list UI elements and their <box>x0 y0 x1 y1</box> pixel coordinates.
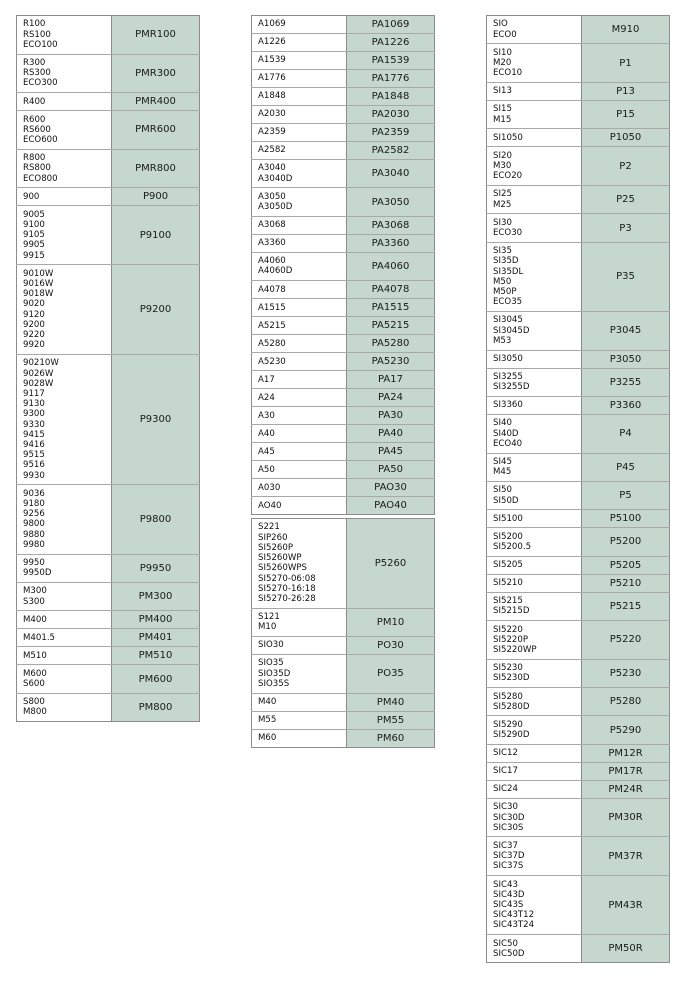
model-cell: SI40 SI40D ECO40 <box>487 414 582 453</box>
part-number-cell: PM37R <box>582 837 670 876</box>
table-row <box>487 510 670 528</box>
part-number-cell: PM510 <box>112 647 200 665</box>
table-row <box>252 519 435 609</box>
part-number-cell: PO30 <box>347 636 435 654</box>
table-row <box>252 443 435 461</box>
table-row <box>252 335 435 353</box>
table-row <box>17 111 200 150</box>
part-number-cell: P3255 <box>582 368 670 396</box>
part-number-cell: PM800 <box>112 693 200 721</box>
table-row <box>487 762 670 780</box>
model-cell: A1776 <box>252 70 347 88</box>
model-cell: SI45 M45 <box>487 453 582 481</box>
model-cell: SIC43 SIC43D SIC43S SIC43T12 SIC43T24 <box>487 876 582 935</box>
model-cell: M400 <box>17 611 112 629</box>
part-number-cell: PAO30 <box>347 479 435 497</box>
model-cell: R100 RS100 ECO100 <box>17 16 112 55</box>
table-row <box>17 188 200 206</box>
table-row <box>252 16 435 34</box>
part-number-cell: PMR600 <box>112 111 200 150</box>
part-number-cell: PA1848 <box>347 88 435 106</box>
table-row <box>487 621 670 660</box>
table-row <box>252 188 435 216</box>
part-number-cell: PM17R <box>582 762 670 780</box>
table-row <box>487 368 670 396</box>
part-number-cell: PA17 <box>347 371 435 389</box>
model-cell: SI5100 <box>487 510 582 528</box>
part-number-cell: PA24 <box>347 389 435 407</box>
model-cell: R300 RS300 ECO300 <box>17 54 112 93</box>
table-row <box>252 636 435 654</box>
table-row <box>17 149 200 188</box>
table-row <box>487 481 670 509</box>
table-row <box>487 574 670 592</box>
part-number-cell: P5220 <box>582 621 670 660</box>
model-cell: A3040 A3040D <box>252 160 347 188</box>
table-row <box>487 716 670 744</box>
table-row <box>17 54 200 93</box>
model-cell: A3068 <box>252 216 347 234</box>
part-number-cell: PA45 <box>347 443 435 461</box>
part-number-cell: P3360 <box>582 396 670 414</box>
part-number-cell: P15 <box>582 100 670 128</box>
table-row <box>252 389 435 407</box>
part-number-cell: P5210 <box>582 574 670 592</box>
table-row <box>252 479 435 497</box>
table-row <box>487 780 670 798</box>
part-number-cell: P5200 <box>582 528 670 556</box>
part-number-cell: P5280 <box>582 688 670 716</box>
model-cell: A1848 <box>252 88 347 106</box>
table-row <box>487 350 670 368</box>
part-number-cell: P13 <box>582 82 670 100</box>
table-row <box>17 611 200 629</box>
model-cell: SI25 M25 <box>487 185 582 213</box>
table-row <box>252 142 435 160</box>
table-row <box>17 647 200 665</box>
part-number-cell: P5 <box>582 481 670 509</box>
model-cell: M600 S600 <box>17 665 112 693</box>
part-number-cell: PA3360 <box>347 234 435 252</box>
part-number-cell: PM600 <box>112 665 200 693</box>
model-cell: SI5230 SI5230D <box>487 659 582 687</box>
model-cell: A2582 <box>252 142 347 160</box>
model-cell: SI5210 <box>487 574 582 592</box>
model-cell: M55 <box>252 711 347 729</box>
table-row <box>252 407 435 425</box>
model-cell: A3360 <box>252 234 347 252</box>
part-number-cell: P3 <box>582 214 670 242</box>
part-number-cell: PMR300 <box>112 54 200 93</box>
table-row <box>487 242 670 311</box>
table-row <box>487 592 670 620</box>
table-row <box>487 185 670 213</box>
part-number-cell: PM10 <box>347 608 435 636</box>
part-number-cell: P5230 <box>582 659 670 687</box>
model-cell: A4078 <box>252 281 347 299</box>
part-number-cell: PA1069 <box>347 16 435 34</box>
table-row <box>487 528 670 556</box>
table-row <box>487 414 670 453</box>
model-cell: SI3255 SI3255D <box>487 368 582 396</box>
part-number-cell: PA50 <box>347 461 435 479</box>
part-number-cell: P3045 <box>582 311 670 350</box>
part-number-cell: PM400 <box>112 611 200 629</box>
part-number-cell: PAO40 <box>347 497 435 515</box>
table-row <box>252 88 435 106</box>
model-cell: 9005 9100 9105 9905 9915 <box>17 206 112 265</box>
table-row <box>487 744 670 762</box>
table-row <box>487 147 670 186</box>
part-number-cell: P45 <box>582 453 670 481</box>
model-cell: SI20 M30 ECO20 <box>487 147 582 186</box>
model-cell: SI3050 <box>487 350 582 368</box>
part-number-cell: P4 <box>582 414 670 453</box>
model-cell: AO40 <box>252 497 347 515</box>
part-number-cell: P35 <box>582 242 670 311</box>
table-row <box>17 582 200 610</box>
model-cell: SIO ECO0 <box>487 16 582 44</box>
table-row <box>17 265 200 355</box>
model-cell: A1539 <box>252 52 347 70</box>
model-cell: SI50 SI50D <box>487 481 582 509</box>
model-cell: 900 <box>17 188 112 206</box>
part-number-cell: P1 <box>582 44 670 83</box>
model-cell: SI5215 SI5215D <box>487 592 582 620</box>
table-row <box>252 34 435 52</box>
table-row <box>487 82 670 100</box>
part-number-cell: P9200 <box>112 265 200 355</box>
table-row <box>487 16 670 44</box>
model-cell: A17 <box>252 371 347 389</box>
table-row <box>17 354 200 484</box>
model-cell: SI5280 SI5280D <box>487 688 582 716</box>
model-cell: SI5220 SI5220P SI5220WP <box>487 621 582 660</box>
table-row <box>487 129 670 147</box>
part-number-cell: P3050 <box>582 350 670 368</box>
cross-reference-table-1 <box>16 15 200 722</box>
model-cell: A3050 A3050D <box>252 188 347 216</box>
part-number-cell: P5215 <box>582 592 670 620</box>
model-cell: M401.5 <box>17 629 112 647</box>
model-cell: SIC30 SIC30D SIC30S <box>487 798 582 837</box>
part-number-cell: PA1539 <box>347 52 435 70</box>
table-row <box>17 93 200 111</box>
part-number-cell: PA3040 <box>347 160 435 188</box>
model-cell: A1515 <box>252 299 347 317</box>
table-row <box>487 44 670 83</box>
model-cell: R400 <box>17 93 112 111</box>
table-row <box>487 798 670 837</box>
table-row <box>487 876 670 935</box>
table-row <box>252 729 435 747</box>
model-cell: A50 <box>252 461 347 479</box>
part-number-cell: P5205 <box>582 556 670 574</box>
model-cell: SI10 M20 ECO10 <box>487 44 582 83</box>
part-number-cell: PM24R <box>582 780 670 798</box>
table-row <box>17 693 200 721</box>
table-row <box>487 311 670 350</box>
table-row <box>17 629 200 647</box>
table-row <box>252 281 435 299</box>
model-cell: A1226 <box>252 34 347 52</box>
model-cell: 9010W 9016W 9018W 9020 9120 9200 9220 9920 <box>17 265 112 355</box>
model-cell: 90210W 9026W 9028W 9117 9130 9300 9330 9415 9416 9515 9516 9930 <box>17 354 112 484</box>
model-cell: SIC50 SIC50D <box>487 935 582 963</box>
model-cell: A30 <box>252 407 347 425</box>
table-row <box>487 688 670 716</box>
part-number-cell: PA1515 <box>347 299 435 317</box>
model-cell: M40 <box>252 693 347 711</box>
table-row <box>487 214 670 242</box>
table-row <box>487 837 670 876</box>
part-number-cell: M910 <box>582 16 670 44</box>
table-row <box>252 106 435 124</box>
part-number-cell: PM300 <box>112 582 200 610</box>
part-number-cell: PM43R <box>582 876 670 935</box>
table-row <box>252 317 435 335</box>
part-number-cell: PA5280 <box>347 335 435 353</box>
table-row <box>487 396 670 414</box>
table-row <box>487 659 670 687</box>
model-cell: R800 RS800 ECO800 <box>17 149 112 188</box>
part-number-cell: PO35 <box>347 654 435 693</box>
model-cell: SI30 ECO30 <box>487 214 582 242</box>
part-number-cell: PA30 <box>347 407 435 425</box>
model-cell: SI5290 SI5290D <box>487 716 582 744</box>
part-number-cell: PA2582 <box>347 142 435 160</box>
table-row <box>252 497 435 515</box>
model-cell: A030 <box>252 479 347 497</box>
part-number-cell: PA4060 <box>347 252 435 280</box>
table-row <box>17 485 200 554</box>
part-number-cell: PA5215 <box>347 317 435 335</box>
table-row <box>252 252 435 280</box>
table-row <box>17 554 200 582</box>
model-cell: A1069 <box>252 16 347 34</box>
part-number-cell: P5100 <box>582 510 670 528</box>
part-number-cell: P9100 <box>112 206 200 265</box>
part-number-cell: PM55 <box>347 711 435 729</box>
table-row <box>487 935 670 963</box>
model-cell: S221 SIP260 SI5260P SI5260WP SI5260WPS SI5270-06:08 SI5270-16:18 SI5270-26:28 <box>252 519 347 609</box>
table-row <box>252 234 435 252</box>
model-cell: A24 <box>252 389 347 407</box>
model-cell: S121 M10 <box>252 608 347 636</box>
model-cell: A2030 <box>252 106 347 124</box>
table-row <box>252 52 435 70</box>
table-row <box>252 160 435 188</box>
part-number-cell: P1050 <box>582 129 670 147</box>
model-cell: A5280 <box>252 335 347 353</box>
table-row <box>17 206 200 265</box>
part-number-cell: P5260 <box>347 519 435 609</box>
model-cell: S800 M800 <box>17 693 112 721</box>
part-number-cell: PMR100 <box>112 16 200 55</box>
cross-reference-table-2 <box>251 15 435 515</box>
part-number-cell: PM30R <box>582 798 670 837</box>
part-number-cell: PA5230 <box>347 353 435 371</box>
part-number-cell: PMR400 <box>112 93 200 111</box>
table-row <box>252 353 435 371</box>
model-cell: A5230 <box>252 353 347 371</box>
part-number-cell: PMR800 <box>112 149 200 188</box>
table-row <box>252 693 435 711</box>
model-cell: A45 <box>252 443 347 461</box>
table-row <box>487 556 670 574</box>
model-cell: SIC37 SIC37D SIC37S <box>487 837 582 876</box>
model-cell: A4060 A4060D <box>252 252 347 280</box>
part-number-cell: PM401 <box>112 629 200 647</box>
model-cell: SI13 <box>487 82 582 100</box>
table-row <box>252 461 435 479</box>
table-row <box>252 70 435 88</box>
model-cell: SI35 SI35D SI35DL M50 M50P ECO35 <box>487 242 582 311</box>
part-number-cell: P9800 <box>112 485 200 554</box>
table-row <box>487 453 670 481</box>
model-cell: A40 <box>252 425 347 443</box>
part-number-cell: PM40 <box>347 693 435 711</box>
table-row <box>17 665 200 693</box>
model-cell: R600 RS600 ECO600 <box>17 111 112 150</box>
table-row <box>487 100 670 128</box>
model-cell: SI5205 <box>487 556 582 574</box>
table-row <box>252 425 435 443</box>
model-cell: M300 S300 <box>17 582 112 610</box>
model-cell: SIO35 SIO35D SIO35S <box>252 654 347 693</box>
model-cell: SIO30 <box>252 636 347 654</box>
model-cell: M510 <box>17 647 112 665</box>
table-row <box>252 711 435 729</box>
table-row <box>17 16 200 55</box>
part-number-cell: P9950 <box>112 554 200 582</box>
table-row <box>252 216 435 234</box>
model-cell: SI5200 SI5200.5 <box>487 528 582 556</box>
part-number-cell: PA3050 <box>347 188 435 216</box>
model-cell: 9036 9180 9256 9800 9880 9980 <box>17 485 112 554</box>
part-number-cell: PA2359 <box>347 124 435 142</box>
model-cell: 9950 9950D <box>17 554 112 582</box>
model-cell: SI3045 SI3045D M53 <box>487 311 582 350</box>
part-number-cell: PM60 <box>347 729 435 747</box>
model-cell: SI1050 <box>487 129 582 147</box>
model-cell: SIC12 <box>487 744 582 762</box>
part-number-cell: PM50R <box>582 935 670 963</box>
part-number-cell: PA40 <box>347 425 435 443</box>
table-row <box>252 299 435 317</box>
part-number-cell: P900 <box>112 188 200 206</box>
model-cell: SIC24 <box>487 780 582 798</box>
part-number-cell: PA2030 <box>347 106 435 124</box>
part-number-cell: P5290 <box>582 716 670 744</box>
table-row <box>252 124 435 142</box>
table-row <box>252 654 435 693</box>
model-cell: SIC17 <box>487 762 582 780</box>
model-cell: M60 <box>252 729 347 747</box>
part-number-cell: PA1226 <box>347 34 435 52</box>
model-cell: A5215 <box>252 317 347 335</box>
part-number-cell: PA4078 <box>347 281 435 299</box>
cross-reference-table-4 <box>486 15 670 963</box>
part-number-cell: P2 <box>582 147 670 186</box>
part-number-cell: PA1776 <box>347 70 435 88</box>
model-cell: SI3360 <box>487 396 582 414</box>
part-number-cell: PM12R <box>582 744 670 762</box>
table-row <box>252 608 435 636</box>
model-cell: A2359 <box>252 124 347 142</box>
part-number-cell: P25 <box>582 185 670 213</box>
part-number-cell: PA3068 <box>347 216 435 234</box>
part-number-cell: P9300 <box>112 354 200 484</box>
table-row <box>252 371 435 389</box>
cross-reference-table-3 <box>251 518 435 748</box>
model-cell: SI15 M15 <box>487 100 582 128</box>
